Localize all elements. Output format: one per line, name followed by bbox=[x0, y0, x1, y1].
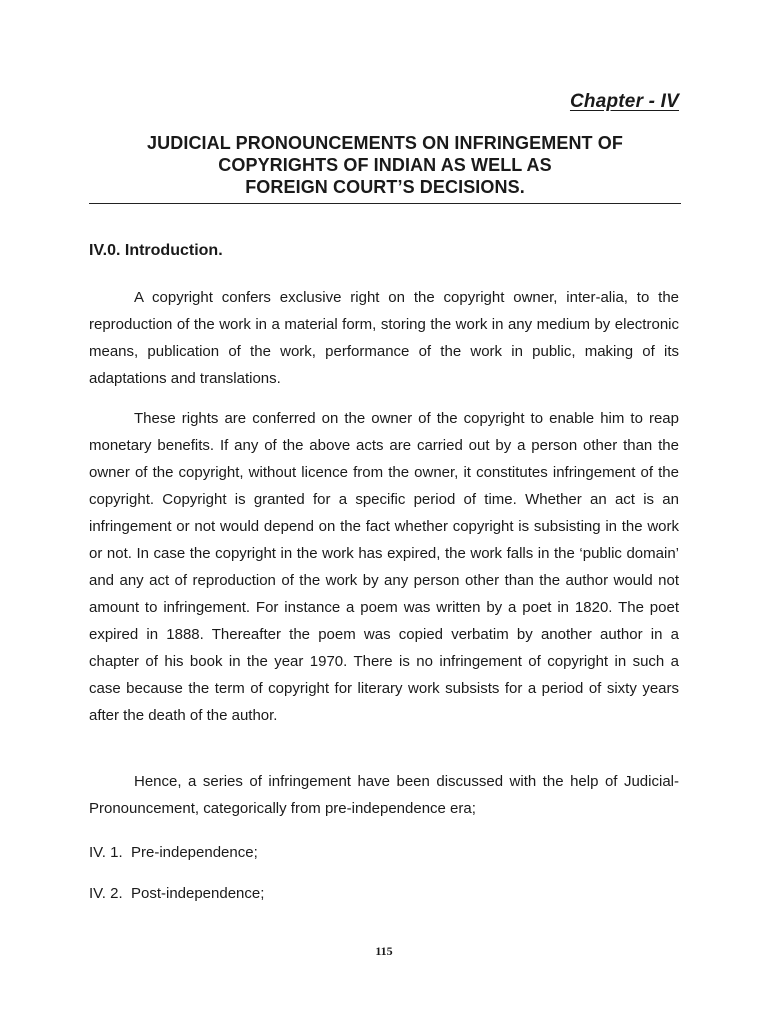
chapter-label: Chapter - IV bbox=[569, 91, 679, 112]
chapter-title bbox=[89, 132, 681, 198]
paragraph bbox=[89, 768, 679, 822]
paragraph-text: Hence, a series of infringement have been discussed with the help of Judicial-Pronouncement, categorically from pre-independence era; bbox=[89, 773, 679, 817]
title-divider bbox=[89, 203, 681, 204]
section-heading: IV.0. Introduction. bbox=[89, 242, 223, 259]
list-item: IV. 2. Post-independence; bbox=[89, 885, 265, 902]
chapter-title-line: COPYRIGHTS OF INDIAN AS WELL AS bbox=[218, 155, 552, 175]
chapter-title-line: FOREIGN COURT’S DECISIONS. bbox=[245, 177, 525, 197]
paragraph bbox=[89, 405, 679, 729]
chapter-title-line: JUDICIAL PRONOUNCEMENTS ON INFRINGEMENT OF bbox=[147, 133, 623, 153]
paragraph bbox=[89, 284, 679, 392]
list-item: IV. 1. Pre-independence; bbox=[89, 844, 258, 861]
paragraph-text: A copyright confers exclusive right on the copyright owner, inter-alia, to the reproduction of the work in a material form, storing the work in any medium by electronic means, publication of the work, performance of the work in public, making of its adaptations and translations. bbox=[89, 289, 679, 387]
paragraph-text: These rights are conferred on the owner of the copyright to enable him to reap monetary benefits. If any of the above acts are carried out by a person other than the owner of the copyright, without licence from the owner, it constitutes infringement of the copyright. Copyright is granted for a specific period of time. Whether an act is an infringement or not would depend on the fact whether copyright is subsisting in the work or not. In case the copyright in the work has expired, the work falls in the ‘public domain’ and any act of reproduction of the work by any person other than the author would not amount to infringement. For instance a poem was written by a poet in 1820. The poet expired in 1888. Thereafter the poem was copied verbatim by another author in a chapter of his book in the year 1970. There is no infringement of copyright in such a case because the term of copyright for literary work subsists for a period of sixty years after the death of the author. bbox=[89, 410, 679, 724]
page-number: 115 bbox=[375, 944, 393, 958]
